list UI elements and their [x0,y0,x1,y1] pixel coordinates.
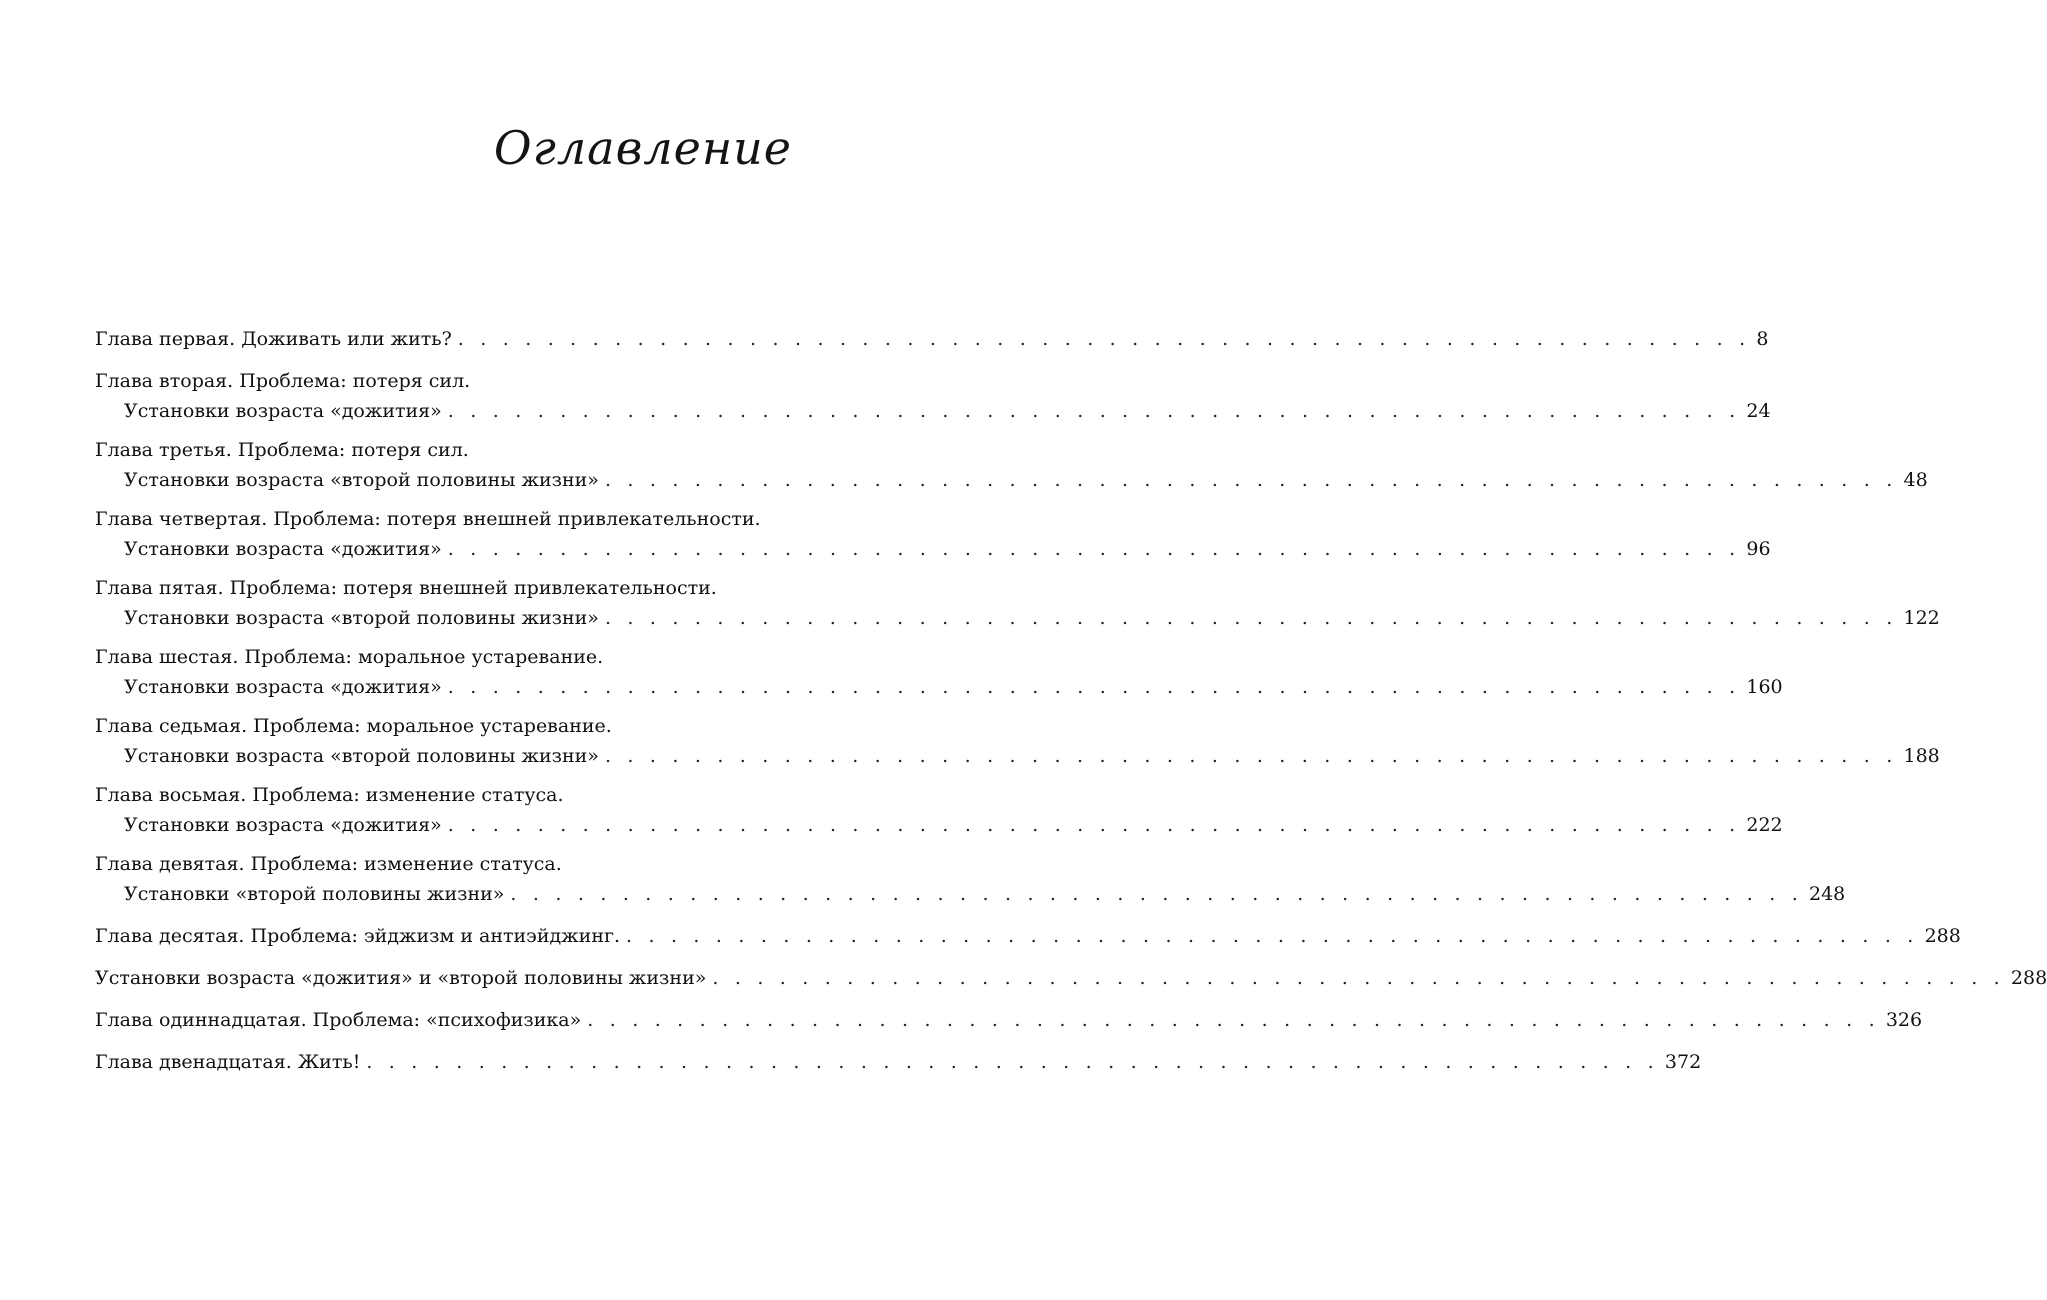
toc-page-number: 326 [1885,1009,1923,1031]
dot-leader: . . . . . . . . . . . . . . . . . . . . . . . . . . . . . . . . . . . . . . . . . . . . . . . . . . . . . . . . . . [447,814,1741,836]
dot-leader: . . . . . . . . . . . . . . . . . . . . . . . . . . . . . . . . . . . . . . . . . . . . . . . . . . . . . . . . . . [457,328,1751,350]
toc-entry-title: Глава одиннадцатая. Проблема: «психофизика» [95,1009,582,1031]
toc-page-number: 96 [1746,538,1771,560]
dot-leader: . . . . . . . . . . . . . . . . . . . . . . . . . . . . . . . . . . . . . . . . . . . . . . . . . . . . . . . . . . [447,538,1741,560]
toc-entry[interactable] [95,432,1928,499]
toc-entry-title: Глава девятая. Проблема: изменение статуса. [95,853,562,875]
dot-leader: . . . . . . . . . . . . . . . . . . . . . . . . . . . . . . . . . . . . . . . . . . . . . . . . . . . . . . . . . . [447,400,1741,422]
toc-entry[interactable] [95,846,1846,913]
dot-leader: . . . . . . . . . . . . . . . . . . . . . . . . . . . . . . . . . . . . . . . . . . . . . . . . . . . . . . . . . . [604,469,1898,491]
toc-page-number: 288 [1924,925,1961,947]
dot-leader: . . . . . . . . . . . . . . . . . . . . . . . . . . . . . . . . . . . . . . . . . . . . . . . . . . . . . . . . . . [510,883,1803,905]
toc-entry-title: Глава восьмая. Проблема: изменение статуса. [95,784,564,806]
toc-entry[interactable] [95,321,1769,358]
toc-entry[interactable] [95,363,1771,430]
toc-entry-title: Глава шестая. Проблема: моральное устаревание. [95,646,604,668]
dot-leader: . . . . . . . . . . . . . . . . . . . . . . . . . . . . . . . . . . . . . . . . . . . . . . . . . . . . . . . . . . [447,676,1741,698]
toc-entry[interactable] [95,708,1940,775]
toc-entry-title: Установки возраста «дожития» и «второй половины жизни» [95,967,707,989]
toc-entry[interactable] [95,777,1783,844]
toc-entry-subtitle: Установки возраста «дожития» [124,400,442,422]
dot-leader: . . . . . . . . . . . . . . . . . . . . . . . . . . . . . . . . . . . . . . . . . . . . . . . . . . . . . . . . . . [366,1051,1659,1073]
dot-leader: . . . . . . . . . . . . . . . . . . . . . . . . . . . . . . . . . . . . . . . . . . . . . . . . . . . . . . . . . . [712,967,2005,989]
toc-entry[interactable] [95,960,2047,997]
page-title: Оглавление [493,121,792,175]
toc-entry-subtitle: Установки возраста «дожития» [124,538,442,560]
toc-page-number: 288 [2010,967,2047,989]
dot-leader: . . . . . . . . . . . . . . . . . . . . . . . . . . . . . . . . . . . . . . . . . . . . . . . . . . . . . . . . . . [587,1009,1880,1031]
toc-page-number: 160 [1746,676,1783,698]
dot-leader: . . . . . . . . . . . . . . . . . . . . . . . . . . . . . . . . . . . . . . . . . . . . . . . . . . . . . . . . . . [604,745,1898,767]
toc-entry-title: Глава третья. Проблема: потеря сил. [95,439,469,461]
toc-entry-subtitle: Установки возраста «дожития» [124,676,442,698]
toc-page-number: 188 [1903,745,1940,767]
toc-entry[interactable] [95,639,1783,706]
toc-entry-subtitle: Установки возраста «второй половины жизни» [124,469,599,491]
dot-leader: . . . . . . . . . . . . . . . . . . . . . . . . . . . . . . . . . . . . . . . . . . . . . . . . . . . . . . . . . . [604,607,1898,629]
toc-entry[interactable] [95,1044,1702,1081]
toc-entry-title: Глава пятая. Проблема: потеря внешней привлекательности. [95,577,717,599]
toc-entry-title: Глава первая. Доживать или жить? [95,328,452,350]
toc-entry-subtitle: Установки возраста «дожития» [124,814,442,836]
toc-page-number: 248 [1808,883,1846,905]
toc-page-number: 8 [1756,328,1769,350]
toc-entry-title: Глава четвертая. Проблема: потеря внешней привлекательности. [95,508,761,530]
toc-entry[interactable] [95,570,1940,637]
toc-page-number: 48 [1903,469,1928,491]
toc-entry-subtitle: Установки «второй половины жизни» [124,883,505,905]
toc-entry-title: Глава седьмая. Проблема: моральное устаревание. [95,715,612,737]
toc-entry[interactable] [95,501,1771,568]
dot-leader: . . . . . . . . . . . . . . . . . . . . . . . . . . . . . . . . . . . . . . . . . . . . . . . . . . . . . . . . . . [626,925,1919,947]
toc-entry[interactable] [95,918,1961,955]
toc-entry-subtitle: Установки возраста «второй половины жизни» [124,607,599,629]
toc-page-number: 372 [1664,1051,1702,1073]
toc-page-number: 122 [1903,607,1940,629]
toc-entry-title: Глава вторая. Проблема: потеря сил. [95,370,471,392]
toc-entry-title: Глава двенадцатая. Жить! [95,1051,361,1073]
toc-page-number: 24 [1746,400,1771,422]
toc-entry-subtitle: Установки возраста «второй половины жизни» [124,745,599,767]
toc-entry[interactable] [95,1002,1923,1039]
toc-page-number: 222 [1746,814,1783,836]
table-of-contents [95,321,2047,1081]
toc-entry-title: Глава десятая. Проблема: эйджизм и антиэйджинг. [95,925,620,947]
